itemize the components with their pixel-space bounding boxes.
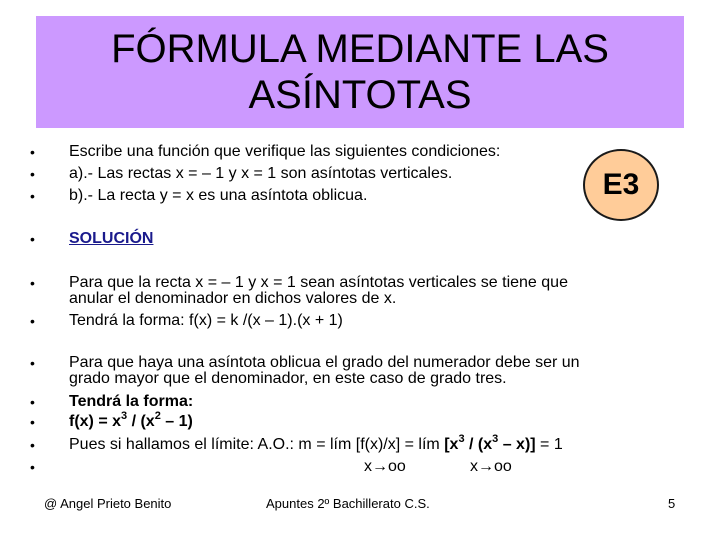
bullet-marker: • (30, 166, 35, 182)
vertical-line-1a: Para que la recta x = – 1 y x = 1 sean asíntotas verticales se tiene que (69, 274, 568, 291)
limit-expression (444, 433, 536, 453)
oblique-form-label: Tendrá la forma: (69, 393, 194, 410)
vertical-line-1b: anular el denominador en dichos valores de x. (69, 290, 397, 307)
task-line-1: Escribe una función que verifique las siguientes condiciones: (69, 143, 501, 160)
footer-course: Apuntes 2º Bachillerato C.S. (266, 496, 430, 511)
limit-part: / (x (464, 436, 493, 453)
limit-part: = 1 (535, 436, 563, 453)
limit-line (69, 433, 563, 453)
limit-part: Pues si hallamos el límite: A.O.: m = lím [f(x)/x] = lím (69, 436, 445, 453)
bullet-marker: • (30, 188, 35, 204)
page-title: FÓRMULA MEDIANTE LAS ASÍNTOTAS (111, 27, 609, 117)
title-banner (36, 16, 684, 128)
limit-subscript-1: x→oo (364, 458, 406, 475)
solution-heading: SOLUCIÓN (69, 230, 154, 247)
formula-exponent: 3 (121, 410, 128, 422)
exercise-badge: E3 (583, 149, 659, 221)
formula-exponent: 2 (154, 410, 161, 422)
bullet-marker: • (30, 231, 35, 247)
bullet-marker: • (30, 459, 35, 475)
formula-part: / (x (127, 413, 155, 430)
formula-part: – 1) (160, 413, 193, 430)
bullet-marker: • (30, 144, 35, 160)
page-number: 5 (668, 496, 676, 511)
formula-part: f(x) = x (69, 413, 122, 430)
limit-exponent: 3 (458, 433, 465, 445)
task-line-2: a).- Las rectas x = – 1 y x = 1 son asíntotas verticales. (69, 165, 453, 182)
oblique-line-1a: Para que haya una asíntota oblicua el grado del numerador debe ser un (69, 354, 580, 371)
limit-subscript-2: x→oo (470, 458, 512, 475)
limit-part: – x)] (498, 436, 536, 453)
oblique-line-1b: grado mayor que el denominador, en este caso de grado tres. (69, 370, 507, 387)
bullet-marker: • (30, 394, 35, 410)
limit-exponent: 3 (492, 433, 499, 445)
bullet-marker: • (30, 437, 35, 453)
bullet-marker: • (30, 414, 35, 430)
oblique-formula (69, 410, 193, 430)
vertical-form: Tendrá la forma: f(x) = k /(x – 1).(x + 1) (69, 312, 343, 329)
bullet-marker: • (30, 355, 35, 371)
limit-part: [x (444, 436, 459, 453)
bullet-marker: • (30, 313, 35, 329)
footer-author: @ Angel Prieto Benito (44, 496, 172, 511)
task-line-3: b).- La recta y = x es una asíntota oblicua. (69, 187, 368, 204)
bullet-marker: • (30, 275, 35, 291)
